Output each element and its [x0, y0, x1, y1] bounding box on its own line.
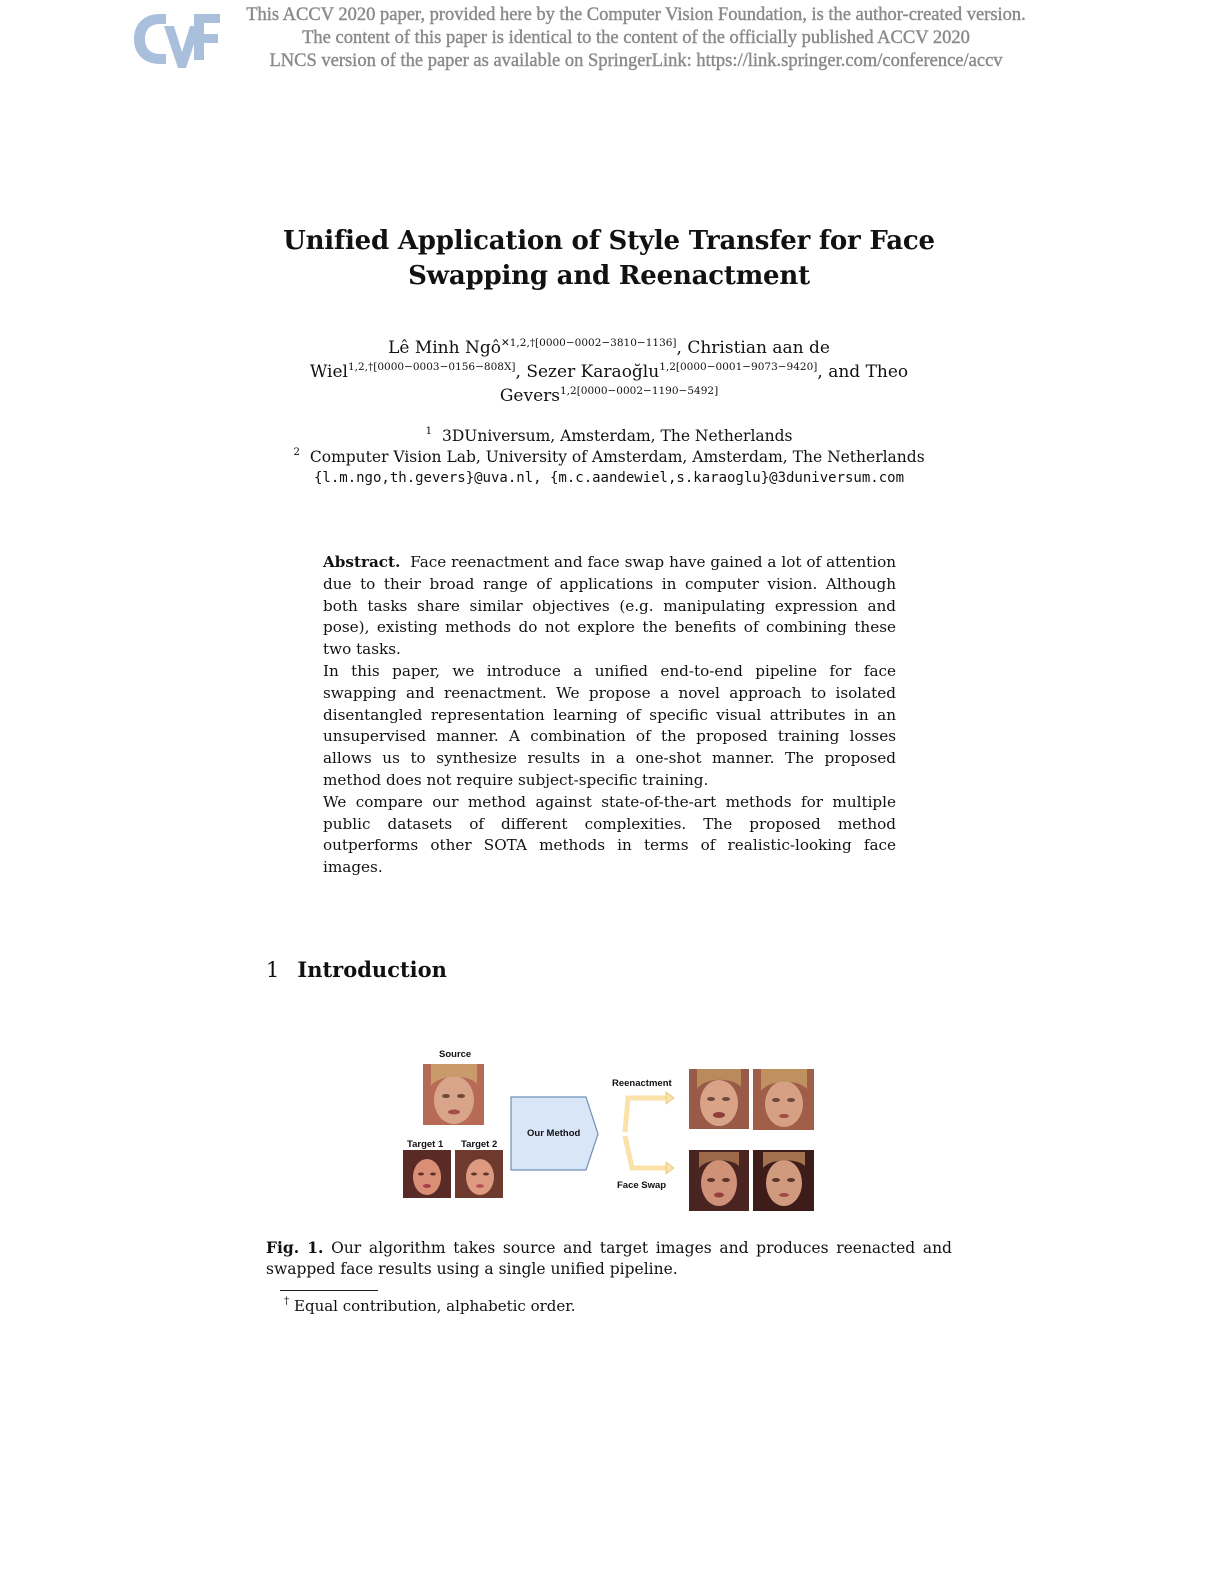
source-face-image	[423, 1064, 484, 1125]
reenactment-label: Reenactment	[612, 1078, 672, 1089]
source-label: Source	[439, 1049, 472, 1060]
notice-line: The content of this paper is identical to the content of the officially published ACCV 2020	[302, 28, 970, 48]
notice-line: LNCS version of the paper as available on SpringerLink: https://link.springer.com/conference/accv	[269, 51, 1003, 71]
author-name: Wiel	[309, 362, 348, 382]
author-orcid: [0000−0002−3810−1136]	[535, 337, 677, 349]
swapped-face-image	[753, 1150, 814, 1211]
section-heading	[266, 957, 447, 982]
affil-num: 1	[425, 425, 433, 437]
author-name: Lê Minh Ngô	[388, 338, 501, 358]
author-name: Sezer Karaoğlu	[526, 362, 660, 382]
target1-label: Target 1	[407, 1139, 444, 1150]
affiliations	[200, 426, 1018, 489]
cvf-logo	[130, 8, 222, 70]
abstract-label: Abstract.	[323, 553, 401, 571]
target2-face-image	[455, 1150, 503, 1198]
method-label: Our Method	[527, 1128, 581, 1139]
caption-text: Our algorithm takes source and target images and produces reenacted and swapped face results using a single unified pipeline.	[266, 1239, 952, 1278]
footnote-text: Equal contribution, alphabetic order.	[294, 1297, 576, 1315]
footnote	[284, 1296, 576, 1316]
section-title: Introduction	[297, 957, 447, 982]
author-sup: ✕1,2,†	[500, 337, 536, 349]
caption-label: Fig. 1.	[266, 1238, 324, 1257]
author-and: , and Theo	[817, 362, 909, 382]
figure-caption	[266, 1237, 952, 1280]
author-orcid: [0000−0001−9073−9420]	[675, 361, 818, 373]
reenacted-face-image	[689, 1069, 749, 1129]
author-name: Gevers	[499, 386, 560, 406]
paper-title	[200, 224, 1018, 294]
footnote-mark: †	[284, 1295, 290, 1307]
author-sup: 1,2	[659, 361, 676, 373]
affil-text: 3DUniversum, Amsterdam, The Netherlands	[442, 427, 793, 445]
author-name: Christian aan de	[687, 338, 830, 358]
cvf-notice	[236, 4, 1036, 73]
abstract-paragraph: We compare our method against state-of-the-art methods for multiple public datasets of different complexities. The proposed method outperforms other SOTA methods in terms of realistic-looking face images.	[323, 792, 896, 877]
section-number: 1	[266, 958, 280, 982]
author-list: Lê Minh Ngô$^{✕1,2,\dagger[0000-0002-3810-1136]}$, Christian aan de Wiel$^{1,2,\dagger[0000-0003-0156-808X]}$, Sezer Karaoğlu$^{1,2[0000-0001-9073-9420]}$, and Theo Gevers$^{1,2[0000-0002-1190-5492]}$	[309, 337, 909, 406]
target1-face-image	[403, 1150, 451, 1198]
affil-num: 2	[293, 446, 301, 458]
abstract	[323, 552, 896, 879]
author-sup: 1,2	[559, 385, 577, 397]
author-orcid: [0000−0002−1190−5492]	[576, 385, 719, 397]
footnote-rule	[280, 1290, 378, 1291]
author-sup: 1,2,†	[347, 361, 374, 373]
target2-label: Target 2	[461, 1139, 498, 1150]
affil-text: Computer Vision Lab, University of Amsterdam, Amsterdam, The Netherlands	[309, 448, 925, 466]
reenacted-face-image	[753, 1069, 814, 1130]
faceswap-label: Face Swap	[617, 1180, 667, 1191]
arrows-icon	[622, 1088, 676, 1178]
title-line: Swapping and Reenactment	[408, 261, 810, 291]
author-orcid: [0000−0003−0156−808X]	[373, 361, 516, 373]
title-line: Unified Application of Style Transfer for Face	[283, 226, 935, 256]
figure-1	[398, 1044, 818, 1216]
author-emails: {l.m.ngo,th.gevers}@uva.nl, {m.c.aandewiel,s.karaoglu}@3duniversum.com	[313, 470, 904, 486]
swapped-face-image	[689, 1150, 749, 1211]
notice-line: This ACCV 2020 paper, provided here by the Computer Vision Foundation, is the author-created version.	[246, 5, 1026, 25]
abstract-paragraph: In this paper, we introduce a unified end-to-end pipeline for face swapping and reenactment. We propose a novel approach to isolated disentangled representation learning of specific visual attributes in an unsupervised manner. A combination of the proposed training losses allows us to synthesize results in a one-shot manner. The proposed method does not require subject-specific training.	[323, 661, 896, 789]
abstract-paragraph: Face reenactment and face swap have gained a lot of attention due to their broad range of applications in computer vision. Although both tasks share similar objectives (e.g. manipulating expression and pose), existing methods do not explore the benefits of combining these two tasks.	[323, 553, 896, 659]
